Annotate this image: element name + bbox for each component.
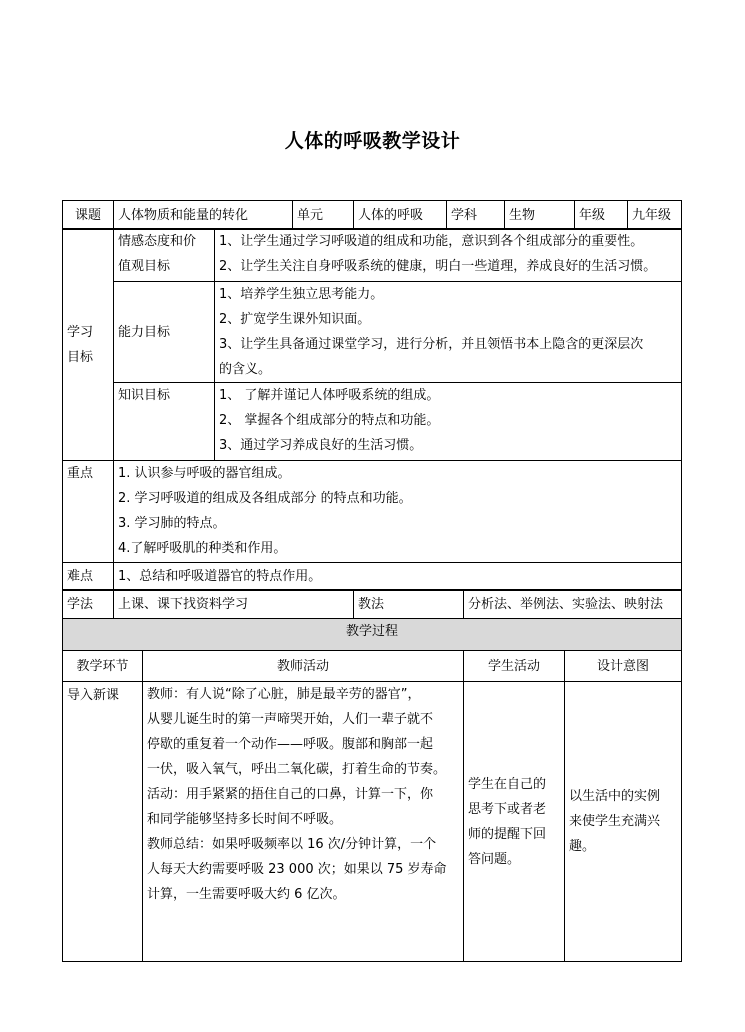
ability-objective-content	[215, 282, 682, 383]
list-item: 的含义。	[219, 362, 272, 377]
grade-value: 九年级	[628, 201, 682, 230]
text-line: 一伏，吸入氧气，呼出二氧化碳，打着生命的节奏。	[147, 762, 447, 777]
list-item: 3、让学生具备通过课堂学习，进行分析，并且领悟书本上隐含的更深层次	[219, 337, 644, 352]
list-item: 4.了解呼吸肌的种类和作用。	[118, 541, 287, 556]
unit-label: 单元	[293, 201, 354, 230]
list-item: 1、培养学生独立思考能力。	[219, 287, 384, 302]
emotion-objective-content	[215, 229, 682, 282]
table-row	[63, 682, 682, 962]
knowledge-objective-content	[215, 383, 682, 461]
col-header-stage: 教学环节	[63, 651, 143, 682]
methods-table	[62, 590, 682, 619]
grade-label: 年级	[575, 201, 628, 230]
process-table	[62, 618, 682, 962]
knowledge-objective-label: 知识目标	[114, 383, 215, 461]
emotion-label-line1: 情感态度和价	[118, 234, 197, 249]
objectives-label-line2: 目标	[67, 349, 94, 365]
text-line: 从婴儿诞生时的第一声啼哭开始，人们一辈子就不	[147, 712, 434, 727]
text-line: 计算，一生需要呼吸大约 6 亿次。	[147, 887, 346, 902]
col-header-teacher: 教师活动	[143, 651, 464, 682]
col-header-intent: 设计意图	[565, 651, 682, 682]
text-line: 趣。	[569, 839, 596, 854]
text-line: 活动：用手紧紧的捂住自己的口鼻，计算一下，你	[147, 787, 434, 802]
list-item: 2、让学生关注自身呼吸系统的健康，明白一些道理，养成良好的生活习惯。	[219, 259, 657, 274]
teacher-activity-cell	[143, 682, 464, 962]
difficulty-content: 1、总结和呼吸道器官的特点作用。	[114, 563, 682, 590]
text-line: 以生活中的实例	[569, 789, 661, 804]
topic-value	[114, 201, 293, 230]
study-method-label: 学法	[63, 591, 114, 619]
list-item: 3. 学习肺的特点。	[118, 516, 226, 531]
text-line: 停歇的重复着一个动作——呼吸。腹部和胸部一起	[147, 737, 434, 752]
text-line: 来使学生充满兴	[569, 814, 661, 829]
difficulty-label: 难点	[63, 563, 114, 590]
list-item: 2. 学习呼吸道的组成及各组成部分 的特点和功能。	[118, 491, 412, 506]
objectives-label-line1: 学习	[67, 324, 94, 340]
key-points-content	[114, 461, 682, 563]
text-line: 思考下或者老	[468, 801, 547, 817]
text-line: 和同学能够坚持多长时间不呼吸。	[147, 812, 343, 827]
text-line: 教师总结：如果呼吸频率以 16 次/分钟计算，一个	[147, 837, 437, 852]
list-item: 2、扩宽学生课外知识面。	[219, 312, 371, 327]
emotion-label-line2: 值观目标	[118, 259, 171, 274]
unit-value: 人体的呼吸	[354, 201, 447, 230]
student-activity-cell	[464, 682, 565, 962]
subject-label: 学科	[447, 201, 505, 230]
objectives-table	[62, 228, 682, 590]
topic-value-text: 人体物质和能量的转化	[118, 207, 249, 223]
process-section-title: 教学过程	[63, 619, 682, 651]
col-header-student: 学生活动	[464, 651, 565, 682]
design-intent-cell	[565, 682, 682, 962]
subject-value: 生物	[505, 201, 575, 230]
text-line: 教师：有人说“除了心脏，肺是最辛劳的器官”，	[147, 687, 421, 702]
ability-objective-label: 能力目标	[114, 282, 215, 383]
topic-label: 课题	[63, 201, 114, 230]
list-item: 3、通过学习养成良好的生活习惯。	[219, 438, 423, 453]
teach-method-value: 分析法、举例法、实验法、映射法	[464, 591, 682, 619]
list-item: 1、 了解并谨记人体呼吸系统的组成。	[219, 388, 440, 403]
text-line: 答问题。	[468, 851, 521, 867]
list-item: 2、 掌握各个组成部分的特点和功能。	[219, 413, 440, 428]
teach-method-label: 教法	[354, 591, 464, 619]
text-line: 人每天大约需要呼吸 23 000 次；如果以 75 岁寿命	[147, 862, 447, 877]
text-line: 学生在自己的	[468, 776, 547, 792]
key-points-label: 重点	[63, 461, 114, 563]
text-line: 师的提醒下回	[468, 826, 547, 842]
objectives-label	[63, 229, 114, 461]
emotion-objective-label	[114, 229, 215, 282]
list-item: 1. 认识参与呼吸的器官组成。	[118, 466, 291, 481]
stage-cell: 导入新课	[63, 682, 143, 962]
study-method-value: 上课、课下找资料学习	[114, 591, 354, 619]
list-item: 1、让学生通过学习呼吸道的组成和功能，意识到各个组成部分的重要性。	[219, 234, 644, 249]
lesson-info-table	[62, 200, 682, 230]
page-title: 人体的呼吸教学设计	[284, 130, 461, 152]
